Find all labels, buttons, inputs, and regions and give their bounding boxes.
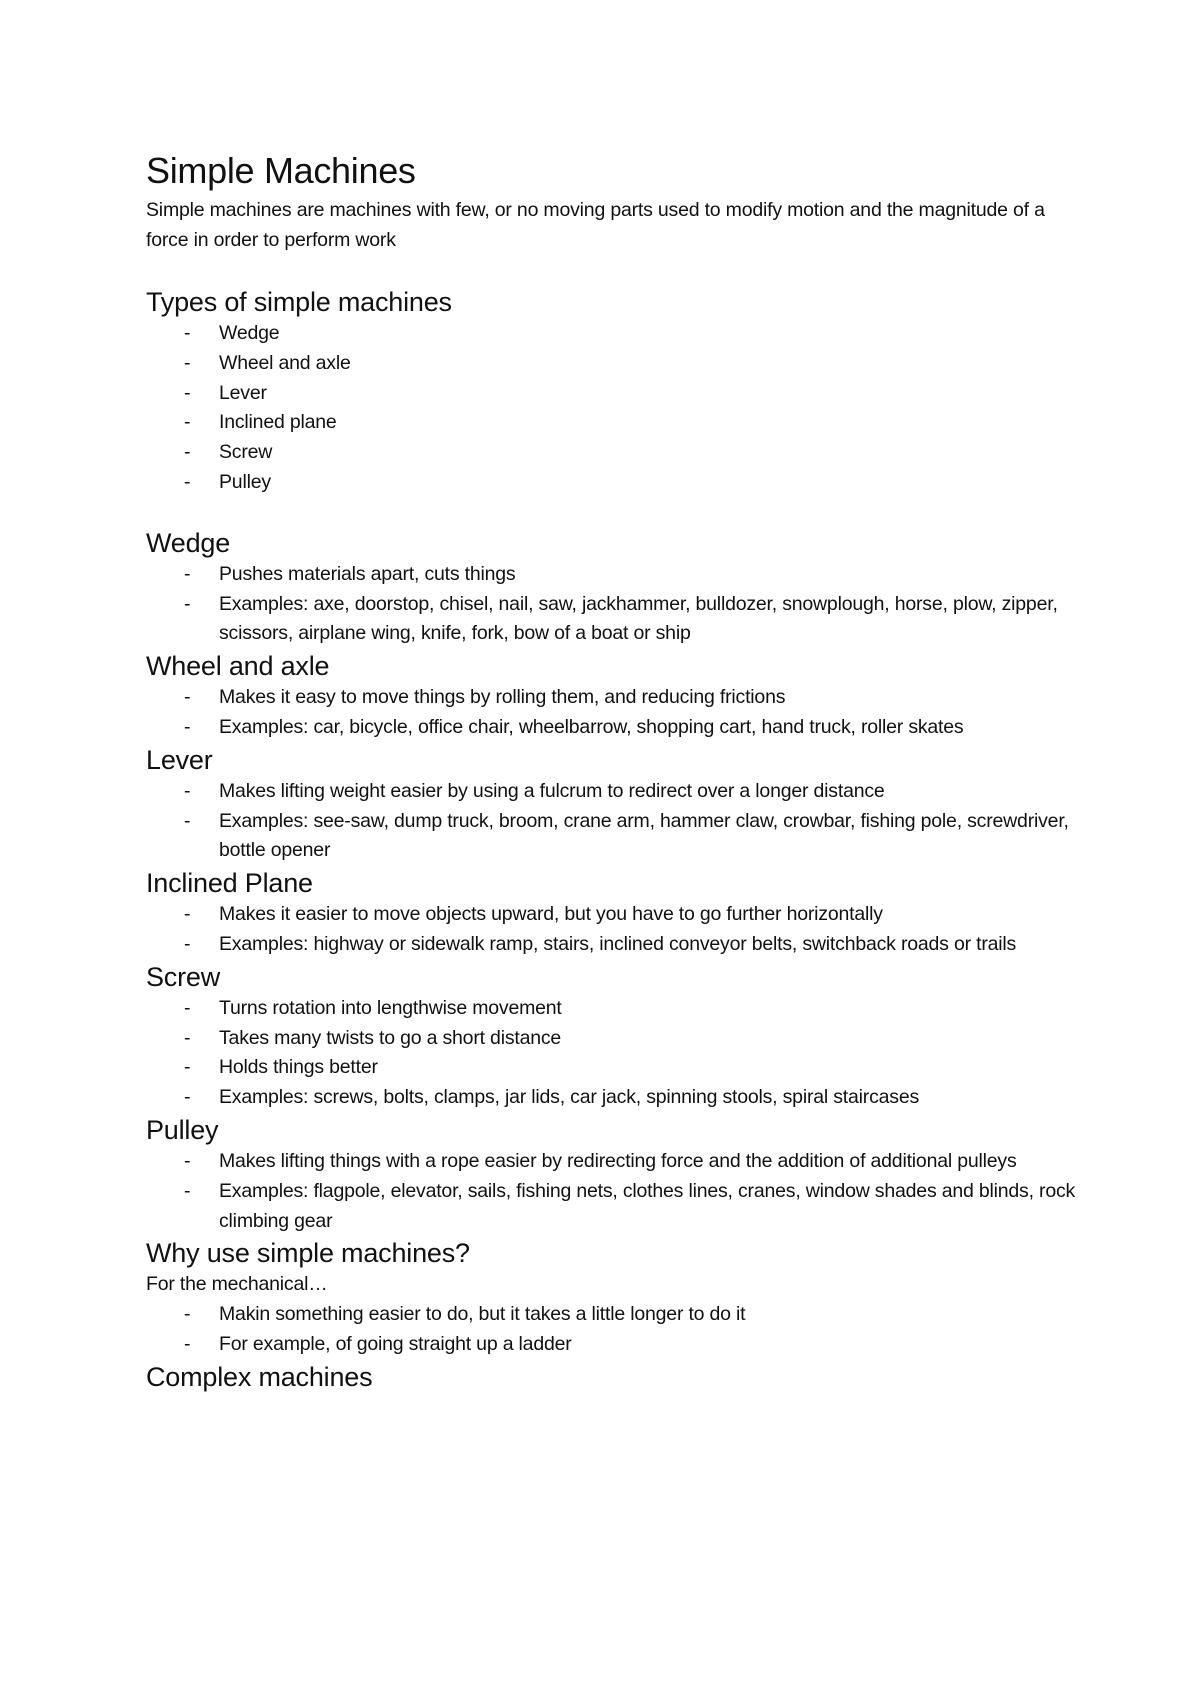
dash-marker: -: [184, 779, 191, 802]
screw-heading: Screw: [146, 961, 221, 992]
dash-marker: -: [184, 903, 191, 926]
dash-marker: -: [184, 1303, 191, 1326]
dash-marker: -: [184, 562, 191, 585]
list-item: - Makes lifting things with a rope easier by redirecting force and the addition of additional pulleys: [146, 1147, 1086, 1177]
list-item: - Makin something easier to do, but it takes a little longer to do it: [146, 1300, 1086, 1330]
list-item: - Examples: flagpole, elevator, sails, fishing nets, clothes lines, cranes, window shades and blinds, rock climbing gear: [146, 1177, 1086, 1237]
list-item: - Pulley: [146, 468, 1086, 498]
dash-marker: -: [184, 1149, 191, 1172]
dash-marker: -: [184, 1026, 191, 1049]
list-item: - Makes it easy to move things by rolling them, and reducing frictions: [146, 683, 1086, 713]
list-item: - Holds things better: [146, 1053, 1086, 1083]
screw-list: [146, 994, 1086, 1113]
why-heading: Why use simple machines?: [146, 1238, 470, 1269]
dash-marker: -: [184, 715, 191, 738]
intro-paragraph: Simple machines are machines with few, or no moving parts used to modify motion and the magnitude of a force in order to perform work: [146, 199, 1045, 251]
dash-marker: -: [184, 441, 191, 464]
list-item: - For example, of going straight up a ladder: [146, 1330, 1086, 1360]
dash-marker: -: [184, 686, 191, 709]
dash-marker: -: [184, 1086, 191, 1109]
document-page: [146, 150, 1086, 1394]
list-item: - Examples: highway or sidewalk ramp, stairs, inclined conveyor belts, switchback roads or trails: [146, 930, 1086, 960]
wedge-heading: Wedge: [146, 527, 231, 558]
list-item: - Wheel and axle: [146, 349, 1086, 379]
list-item: - Wedge: [146, 319, 1086, 349]
why-list: [146, 1300, 1086, 1360]
dash-marker: -: [184, 592, 191, 615]
dash-marker: -: [184, 381, 191, 404]
types-heading: Types of simple machines: [146, 287, 452, 317]
list-item: - Examples: axe, doorstop, chisel, nail, saw, jackhammer, bulldozer, snowplough, horse, plow, zipper, scissors, airplane wing, knife, fork, bow of a boat or ship: [146, 590, 1086, 650]
list-item: - Lever: [146, 379, 1086, 409]
list-item: - Pushes materials apart, cuts things: [146, 560, 1086, 590]
wheel-axle-heading: Wheel and axle: [146, 651, 330, 682]
pulley-heading: Pulley: [146, 1114, 219, 1145]
dash-marker: -: [184, 322, 191, 344]
dash-marker: -: [184, 1179, 191, 1202]
lever-list: [146, 777, 1086, 866]
list-item: - Inclined plane: [146, 408, 1086, 438]
list-item: - Turns rotation into lengthwise movement: [146, 994, 1086, 1024]
dash-marker: -: [184, 932, 191, 955]
list-item: - Examples: car, bicycle, office chair, wheelbarrow, shopping cart, hand truck, roller skates: [146, 713, 1086, 743]
lever-heading: Lever: [146, 744, 213, 775]
list-item: - Takes many twists to go a short distance: [146, 1024, 1086, 1054]
dash-marker: -: [184, 1056, 191, 1079]
complex-heading: Complex machines: [146, 1361, 373, 1392]
document-title: Simple Machines: [146, 150, 416, 191]
types-list: [146, 319, 1086, 498]
list-item: - Screw: [146, 438, 1086, 468]
inclined-plane-heading: Inclined Plane: [146, 868, 313, 899]
inclined-plane-list: [146, 900, 1086, 960]
dash-marker: -: [184, 996, 191, 1019]
pulley-list: [146, 1147, 1086, 1236]
dash-marker: -: [184, 1332, 191, 1355]
list-item: - Examples: see-saw, dump truck, broom, crane arm, hammer claw, crowbar, fishing pole, screwdriver, bottle opener: [146, 807, 1086, 867]
wedge-list: [146, 560, 1086, 649]
list-item: - Makes it easier to move objects upward, but you have to go further horizontally: [146, 900, 1086, 930]
list-item: - Makes lifting weight easier by using a fulcrum to redirect over a longer distance: [146, 777, 1086, 807]
dash-marker: -: [184, 351, 191, 374]
dash-marker: -: [184, 470, 191, 493]
why-lead: For the mechanical…: [146, 1273, 328, 1296]
dash-marker: -: [184, 411, 191, 434]
list-item: - Examples: screws, bolts, clamps, jar lids, car jack, spinning stools, spiral staircases: [146, 1083, 1086, 1113]
dash-marker: -: [184, 809, 191, 832]
wheel-axle-list: [146, 683, 1086, 743]
